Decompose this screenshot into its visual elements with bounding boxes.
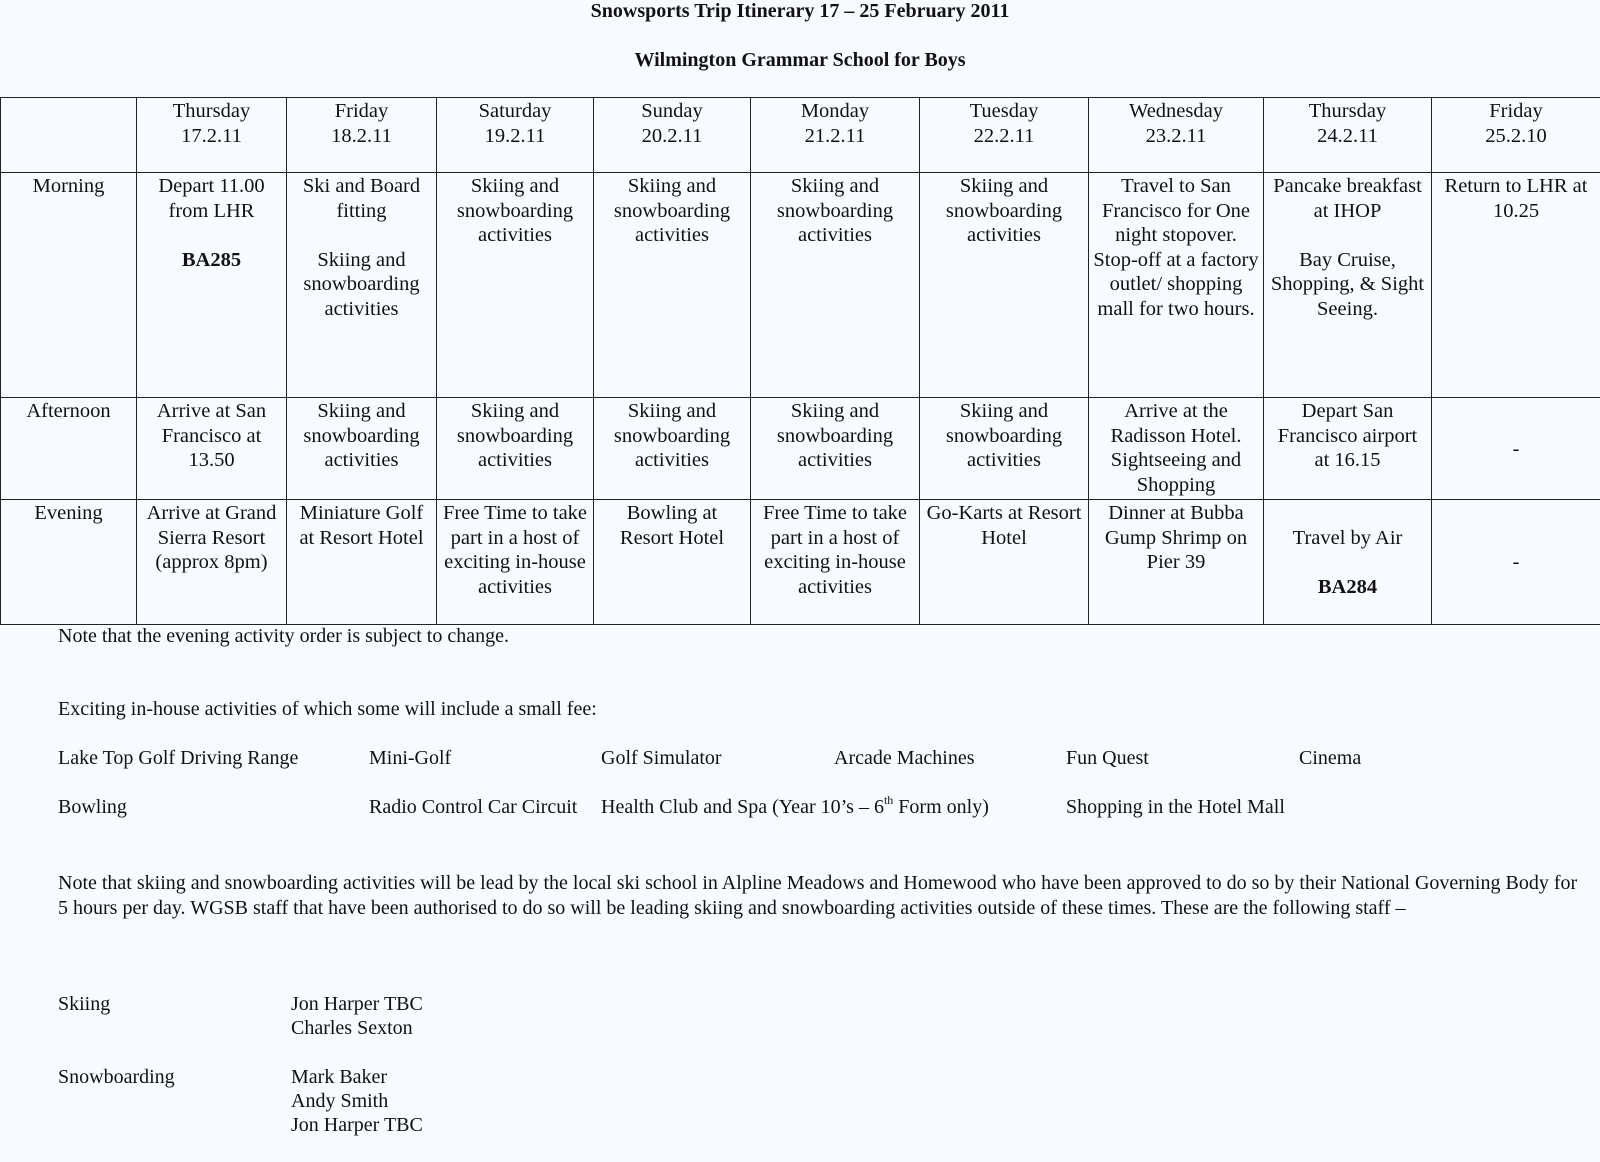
row-label: Morning bbox=[1, 173, 137, 398]
table-cell: Skiing and snowboarding activities bbox=[437, 173, 594, 398]
table-cell: Skiing and snowboarding activities bbox=[594, 173, 751, 398]
activity-item: Health Club and Spa (Year 10’s – 6th Form only) bbox=[601, 793, 989, 818]
table-cell: Free Time to take part in a host of exciting in-house activities bbox=[751, 500, 920, 625]
staff-name: Mark Baker bbox=[291, 1066, 388, 1088]
itinerary-table bbox=[0, 97, 1600, 625]
table-cell: Ski and Board fitting Skiing and snowboarding activities bbox=[287, 173, 437, 398]
inhouse-intro: Exciting in-house activities of which some will include a small fee: bbox=[58, 698, 597, 720]
table-cell: Skiing and snowboarding activities bbox=[437, 398, 594, 500]
table-cell: Bowling at Resort Hotel bbox=[594, 500, 751, 625]
table-cell: Arrive at Grand Sierra Resort (approx 8pm) bbox=[137, 500, 287, 625]
activity-item: Fun Quest bbox=[1066, 747, 1149, 769]
staff-name: Jon Harper TBC bbox=[291, 1114, 423, 1136]
flight-number: BA285 bbox=[181, 248, 242, 271]
table-cell: Arrive at the Radisson Hotel. Sightseeing and Shopping bbox=[1089, 398, 1264, 500]
activity-item: Cinema bbox=[1299, 747, 1362, 769]
day-header: Saturday 19.2.11 bbox=[437, 98, 594, 173]
activity-item: Bowling bbox=[58, 796, 127, 818]
staff-name: Charles Sexton bbox=[291, 1017, 413, 1039]
day-header: Wednesday 23.2.11 bbox=[1089, 98, 1264, 173]
table-cell: Free Time to take part in a host of exciting in-house activities bbox=[437, 500, 594, 625]
morning-row bbox=[1, 173, 1600, 398]
corner-cell bbox=[1, 98, 137, 173]
day-header: Monday 21.2.11 bbox=[751, 98, 920, 173]
table-cell: Miniature Golf at Resort Hotel bbox=[287, 500, 437, 625]
table-cell: Skiing and snowboarding activities bbox=[920, 173, 1089, 398]
activity-item: Mini-Golf bbox=[369, 747, 452, 769]
evening-row bbox=[1, 500, 1600, 625]
table-cell: Travel to San Francisco for One night stopover. Stop-off at a factory outlet/ shopping mall for two hours. bbox=[1089, 173, 1264, 398]
header-row bbox=[1, 98, 1600, 173]
day-header: Thursday 17.2.11 bbox=[137, 98, 287, 173]
afternoon-row bbox=[1, 398, 1600, 500]
evening-note: Note that the evening activity order is subject to change. bbox=[58, 625, 509, 647]
activity-item: Arcade Machines bbox=[834, 747, 975, 769]
staff-paragraph: Note that skiing and snowboarding activities will be lead by the local ski school in Alpline Meadows and Homewood who have been approved to do so by their National Governing Body for 5 hours per day. WGSB staff that have been authorised to do so will be leading skiing and snowboarding activities outside of these times. These are the following staff – bbox=[58, 872, 1578, 919]
day-header: Thursday 24.2.11 bbox=[1264, 98, 1432, 173]
row-label: Evening bbox=[1, 500, 137, 625]
day-header: Sunday 20.2.11 bbox=[594, 98, 751, 173]
row-label: Afternoon bbox=[1, 398, 137, 500]
staff-label-snowboarding: Snowboarding bbox=[58, 1066, 175, 1088]
day-header: Friday 18.2.11 bbox=[287, 98, 437, 173]
school-name: Wilmington Grammar School for Boys bbox=[634, 49, 966, 71]
table-cell: Go-Karts at Resort Hotel bbox=[920, 500, 1089, 625]
table-cell: Pancake breakfast at IHOP Bay Cruise, Shopping, & Sight Seeing. bbox=[1264, 173, 1432, 398]
activity-item: Lake Top Golf Driving Range bbox=[58, 747, 299, 769]
flight-number: BA284 bbox=[1317, 575, 1378, 598]
activity-item: Radio Control Car Circuit bbox=[369, 796, 578, 818]
day-header: Tuesday 22.2.11 bbox=[920, 98, 1089, 173]
staff-name: Jon Harper TBC bbox=[291, 993, 423, 1015]
activity-item: Golf Simulator bbox=[601, 747, 722, 769]
table-cell: Skiing and snowboarding activities bbox=[287, 398, 437, 500]
staff-name: Andy Smith bbox=[291, 1090, 389, 1112]
page-title: Snowsports Trip Itinerary 17 – 25 February 2011 bbox=[590, 0, 1010, 22]
table-cell: Skiing and snowboarding activities bbox=[594, 398, 751, 500]
table-cell: Travel by Air BA284 bbox=[1264, 500, 1432, 625]
table-cell: - bbox=[1432, 500, 1600, 625]
table-cell: Skiing and snowboarding activities bbox=[751, 398, 920, 500]
table-cell: Depart San Francisco airport at 16.15 bbox=[1264, 398, 1432, 500]
staff-label-skiing: Skiing bbox=[58, 993, 111, 1015]
table-cell: Skiing and snowboarding activities bbox=[751, 173, 920, 398]
activity-item: Shopping in the Hotel Mall bbox=[1066, 796, 1285, 818]
table-cell: Arrive at San Francisco at 13.50 bbox=[137, 398, 287, 500]
table-cell: Depart 11.00 from LHR BA285 bbox=[137, 173, 287, 398]
table-cell: Dinner at Bubba Gump Shrimp on Pier 39 bbox=[1089, 500, 1264, 625]
table-cell: Skiing and snowboarding activities bbox=[920, 398, 1089, 500]
day-header: Friday 25.2.10 bbox=[1432, 98, 1600, 173]
table-cell: Return to LHR at 10.25 bbox=[1432, 173, 1600, 398]
table-cell: - bbox=[1432, 398, 1600, 500]
